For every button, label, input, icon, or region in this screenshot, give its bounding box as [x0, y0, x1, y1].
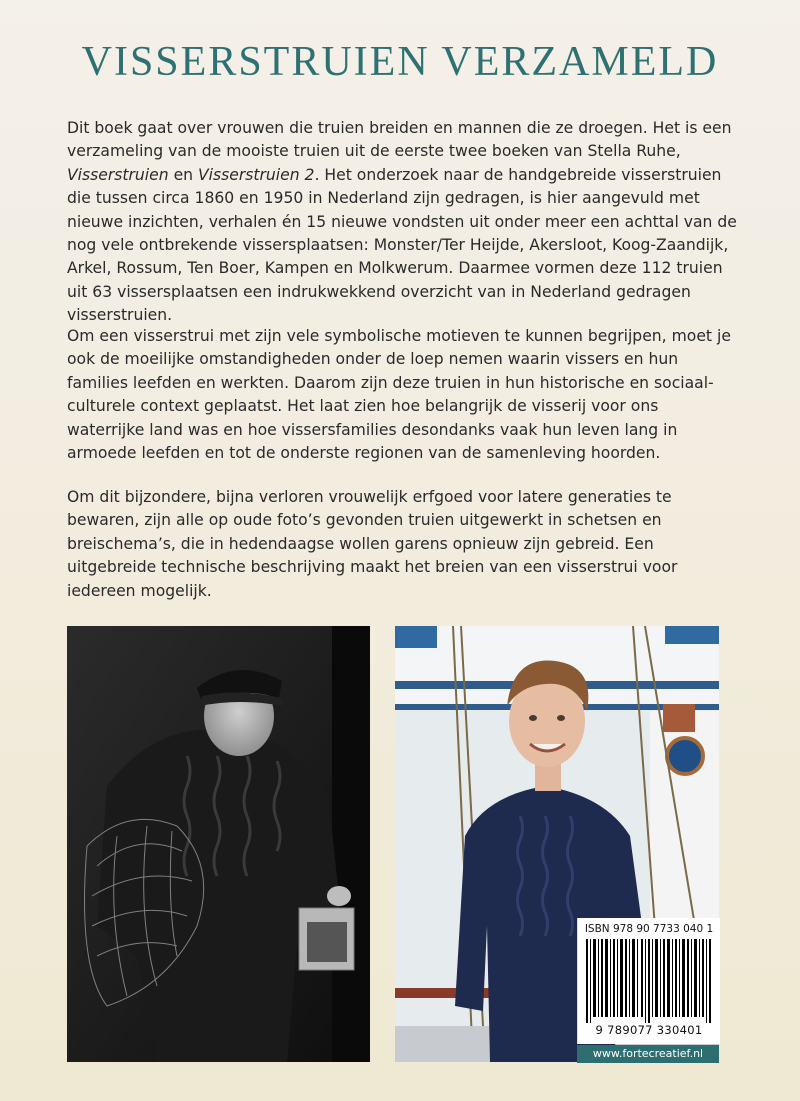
paragraph-context-text: Om een visserstrui met zijn vele symbolische motieven te kunnen begrijpen, moet je ook de moeilijke omstandigheden onder de loep nemen waarin vissers en hun families leefden en werkten. Daarom zijn deze truien in hun historische en sociaal-culturele context geplaatst. Het laat zien hoe belangrijk de visserij voor ons waterrijke land was en hoe vissersfamilies desondanks vaak hun leven lang in armoede leefden en tot de onderste regionen van de samenleving hoorden.: [67, 327, 731, 463]
book-title-1: Visserstruien: [67, 165, 169, 184]
isbn-digits: 9 789077 330401: [595, 1023, 703, 1037]
paragraph-intro: [67, 117, 739, 328]
historic-fisherman-photo: [67, 626, 370, 1062]
intro-rest: . Het onderzoek naar de handgebreide visserstruien die tussen circa 1860 en 1950 in Nederland zijn gedragen, is hier aangevuld met nieuwe inzichten, verhalen én 15 nieuwe vondsten uit onder meer een achttal van de nog vele ontbrekende vissersplaatsen: Monster/Ter Heijde, Akersloot, Koog-Zaandijk, Arkel, Rossum, Ten Boer, Kampen en Molkwerum. Daarmee vormen deze 112 truien uit 63 vissersplaatsen een indrukwekkend overzicht van in Nederland gedragen visserstruien.: [67, 165, 737, 325]
intro-mid: en: [168, 165, 198, 184]
barcode-graphic: [586, 939, 712, 1023]
isbn-label: ISBN 978 90 7733 040 1: [584, 923, 714, 935]
intro-lead: Dit boek gaat over vrouwen die truien breiden en mannen die ze droegen. Het is een verzameling van de mooiste truien uit de eerste twee boeken van Stella Ruhe,: [67, 119, 732, 161]
paragraph-heritage-text: Om dit bijzondere, bijna verloren vrouwelijk erfgoed voor latere generaties te bewaren, zijn alle op oude foto’s gevonden truien uitgewerkt in schetsen en breischema’s, die in hedendaagse wollen garens opnieuw zijn gebreid. Een uitgebreide technische beschrijving maakt het breien van een visserstrui voor iedereen mogelijk.: [67, 488, 678, 600]
paragraph-context: [67, 325, 739, 465]
book-title-2: Visserstruien 2: [198, 165, 315, 184]
historic-fisherman-illustration: [67, 626, 370, 1062]
book-title: VISSERSTRUIEN VERZAMELD: [81, 39, 719, 85]
isbn-barcode-block: [577, 918, 720, 1044]
paragraph-heritage: [67, 486, 739, 603]
publisher-website[interactable]: www.fortecreatief.nl: [577, 1045, 719, 1063]
